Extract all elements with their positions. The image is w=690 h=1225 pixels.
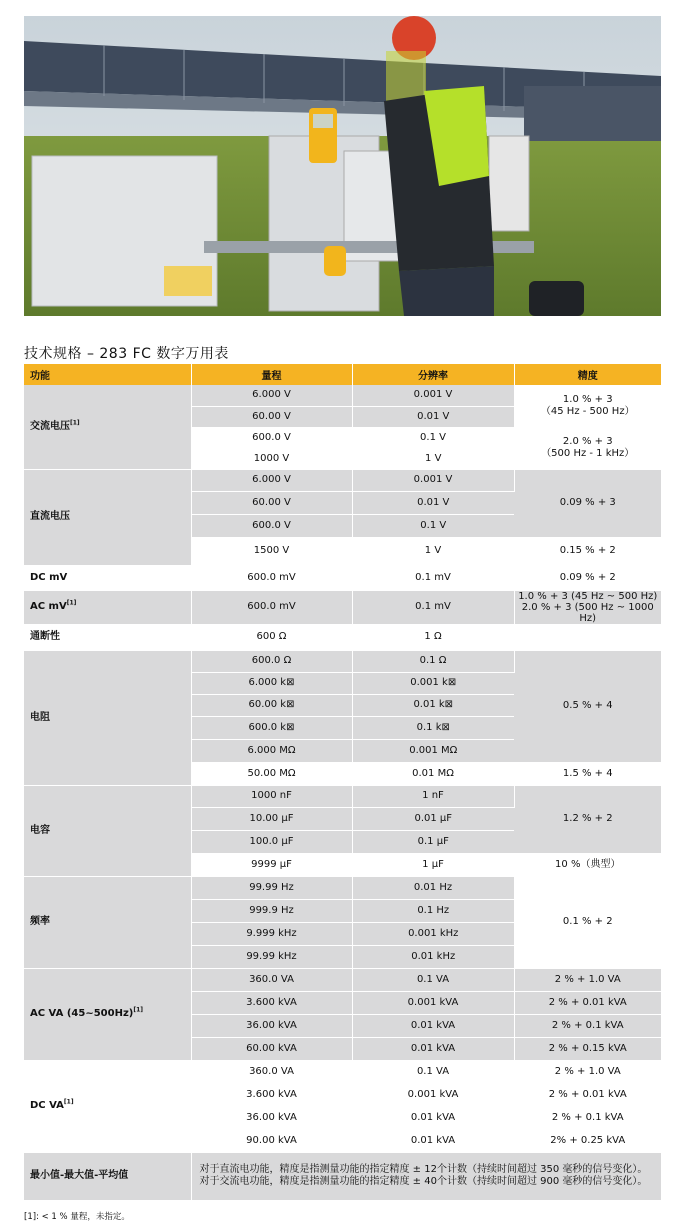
page-title: 技术规格 – 283 FC 数字万用表 bbox=[24, 346, 229, 362]
accuracy-cell bbox=[514, 624, 661, 650]
technician-solar-photo bbox=[24, 16, 661, 316]
resolution-cell: 0.01 Hz bbox=[352, 876, 514, 899]
range-cell: 1500 V bbox=[191, 537, 352, 565]
resolution-cell: 0.001 V bbox=[352, 385, 514, 406]
resolution-cell: 0.01 k⊠ bbox=[352, 694, 514, 716]
table-header-row bbox=[24, 364, 661, 385]
resolution-cell: 0.1 Ω bbox=[352, 650, 514, 672]
resolution-cell: 0.01 kVA bbox=[352, 1037, 514, 1060]
function-cell: 交流电压[1] bbox=[24, 385, 191, 469]
accuracy-cell: 2 % + 1.0 VA bbox=[514, 968, 661, 991]
accuracy-cell: 10 %（典型） bbox=[514, 853, 661, 876]
header-resolution: 分辨率 bbox=[352, 364, 514, 385]
header-range: 量程 bbox=[191, 364, 352, 385]
table-row bbox=[24, 1152, 661, 1200]
table-row bbox=[24, 624, 661, 650]
spec-table bbox=[24, 364, 661, 1201]
resolution-cell: 1 µF bbox=[352, 853, 514, 876]
accuracy-cell: 1.5 % + 4 bbox=[514, 762, 661, 785]
footnote: [1]: < 1 % 量程，未指定。 bbox=[24, 1212, 130, 1222]
table-row bbox=[24, 785, 661, 807]
function-cell: AC VA (45~500Hz)[1] bbox=[24, 968, 191, 1060]
range-cell: 60.00 kVA bbox=[191, 1037, 352, 1060]
table-row bbox=[24, 565, 661, 590]
range-cell: 10.00 µF bbox=[191, 807, 352, 830]
resolution-cell: 0.001 k⊠ bbox=[352, 672, 514, 694]
hero-photo bbox=[24, 16, 661, 316]
range-cell: 6.000 V bbox=[191, 469, 352, 491]
range-cell: 36.00 kVA bbox=[191, 1106, 352, 1129]
range-cell: 90.00 kVA bbox=[191, 1129, 352, 1152]
accuracy-cell: 0.09 % + 3 bbox=[514, 469, 661, 537]
range-cell: 360.0 VA bbox=[191, 1060, 352, 1083]
resolution-cell: 0.1 k⊠ bbox=[352, 716, 514, 739]
resolution-cell: 0.001 kVA bbox=[352, 1083, 514, 1106]
range-cell: 36.00 kVA bbox=[191, 1014, 352, 1037]
range-cell: 600 Ω bbox=[191, 624, 352, 650]
range-cell: 600.0 mV bbox=[191, 590, 352, 624]
resolution-cell: 0.01 µF bbox=[352, 807, 514, 830]
table-row bbox=[24, 469, 661, 491]
table-row bbox=[24, 650, 661, 672]
minmax-notes-cell bbox=[191, 1152, 661, 1200]
resolution-cell: 1 nF bbox=[352, 785, 514, 807]
accuracy-cell: 0.5 % + 4 bbox=[514, 650, 661, 762]
minmax-note-ac: 对于交流电功能，精度是指测量功能的指定精度 ± 40个计数（持续时间超过 900 毫秒的信号变化）。 bbox=[199, 1176, 648, 1187]
header-function: 功能 bbox=[24, 364, 191, 385]
minmax-note-dc: 对于直流电功能，精度是指测量功能的指定精度 ± 12个计数（持续时间超过 350 毫秒的信号变化）。 bbox=[199, 1164, 648, 1175]
range-cell: 60.00 V bbox=[191, 491, 352, 514]
resolution-cell: 1 V bbox=[352, 537, 514, 565]
accuracy-cell: 2.0 % + 3 （500 Hz - 1 kHz） bbox=[514, 427, 661, 469]
resolution-cell: 0.1 V bbox=[352, 427, 514, 448]
accuracy-cell: 2 % + 0.15 kVA bbox=[514, 1037, 661, 1060]
resolution-cell: 0.001 MΩ bbox=[352, 739, 514, 762]
resolution-cell: 0.01 kVA bbox=[352, 1014, 514, 1037]
resolution-cell: 1 Ω bbox=[352, 624, 514, 650]
accuracy-cell: 2% + 0.25 kVA bbox=[514, 1129, 661, 1152]
function-cell: 最小值-最大值-平均值 bbox=[24, 1152, 191, 1200]
resolution-cell: 0.01 kHz bbox=[352, 945, 514, 968]
accuracy-cell: 2 % + 0.1 kVA bbox=[514, 1106, 661, 1129]
range-cell: 600.0 Ω bbox=[191, 650, 352, 672]
accuracy-cell: 2 % + 0.01 kVA bbox=[514, 991, 661, 1014]
resolution-cell: 0.1 V bbox=[352, 514, 514, 537]
range-cell: 3.600 kVA bbox=[191, 991, 352, 1014]
range-cell: 99.99 kHz bbox=[191, 945, 352, 968]
range-cell: 50.00 MΩ bbox=[191, 762, 352, 785]
accuracy-cell: 1.0 % + 3 （45 Hz - 500 Hz） bbox=[514, 385, 661, 427]
resolution-cell: 0.01 MΩ bbox=[352, 762, 514, 785]
table-row bbox=[24, 590, 661, 624]
function-cell: 频率 bbox=[24, 876, 191, 968]
range-cell: 1000 V bbox=[191, 448, 352, 469]
function-cell: 通断性 bbox=[24, 624, 191, 650]
resolution-cell: 0.1 VA bbox=[352, 968, 514, 991]
resolution-cell: 0.01 V bbox=[352, 406, 514, 427]
function-cell: DC VA[1] bbox=[24, 1060, 191, 1152]
table-row bbox=[24, 876, 661, 899]
resolution-cell: 0.1 mV bbox=[352, 590, 514, 624]
function-cell: 电阻 bbox=[24, 650, 191, 785]
resolution-cell: 0.001 kHz bbox=[352, 922, 514, 945]
range-cell: 6.000 k⊠ bbox=[191, 672, 352, 694]
resolution-cell: 0.01 kVA bbox=[352, 1129, 514, 1152]
range-cell: 1000 nF bbox=[191, 785, 352, 807]
resolution-cell: 0.1 mV bbox=[352, 565, 514, 590]
accuracy-cell: 1.0 % + 3 (45 Hz ~ 500 Hz) 2.0 % + 3 (500 Hz ~ 1000 Hz) bbox=[514, 590, 661, 624]
range-cell: 600.0 mV bbox=[191, 565, 352, 590]
range-cell: 360.0 VA bbox=[191, 968, 352, 991]
table-row bbox=[24, 968, 661, 991]
accuracy-cell: 2 % + 1.0 VA bbox=[514, 1060, 661, 1083]
function-cell: DC mV bbox=[24, 565, 191, 590]
resolution-cell: 1 V bbox=[352, 448, 514, 469]
range-cell: 600.0 V bbox=[191, 514, 352, 537]
range-cell: 60.00 V bbox=[191, 406, 352, 427]
range-cell: 60.00 k⊠ bbox=[191, 694, 352, 716]
header-accuracy: 精度 bbox=[514, 364, 661, 385]
function-cell: 直流电压 bbox=[24, 469, 191, 565]
range-cell: 9.999 kHz bbox=[191, 922, 352, 945]
range-cell: 9999 µF bbox=[191, 853, 352, 876]
range-cell: 99.99 Hz bbox=[191, 876, 352, 899]
resolution-cell: 0.01 V bbox=[352, 491, 514, 514]
range-cell: 999.9 Hz bbox=[191, 899, 352, 922]
range-cell: 6.000 V bbox=[191, 385, 352, 406]
function-cell: 电容 bbox=[24, 785, 191, 876]
resolution-cell: 0.001 V bbox=[352, 469, 514, 491]
accuracy-cell: 0.09 % + 2 bbox=[514, 565, 661, 590]
range-cell: 3.600 kVA bbox=[191, 1083, 352, 1106]
resolution-cell: 0.1 VA bbox=[352, 1060, 514, 1083]
range-cell: 6.000 MΩ bbox=[191, 739, 352, 762]
accuracy-cell: 0.1 % + 2 bbox=[514, 876, 661, 968]
accuracy-cell: 2 % + 0.01 kVA bbox=[514, 1083, 661, 1106]
function-cell: AC mV[1] bbox=[24, 590, 191, 624]
accuracy-cell: 1.2 % + 2 bbox=[514, 785, 661, 853]
table-row bbox=[24, 1060, 661, 1083]
table-row bbox=[24, 385, 661, 406]
range-cell: 600.0 V bbox=[191, 427, 352, 448]
accuracy-cell: 2 % + 0.1 kVA bbox=[514, 1014, 661, 1037]
range-cell: 100.0 µF bbox=[191, 830, 352, 853]
resolution-cell: 0.1 Hz bbox=[352, 899, 514, 922]
resolution-cell: 0.1 µF bbox=[352, 830, 514, 853]
resolution-cell: 0.001 kVA bbox=[352, 991, 514, 1014]
range-cell: 600.0 k⊠ bbox=[191, 716, 352, 739]
accuracy-cell: 0.15 % + 2 bbox=[514, 537, 661, 565]
resolution-cell: 0.01 kVA bbox=[352, 1106, 514, 1129]
